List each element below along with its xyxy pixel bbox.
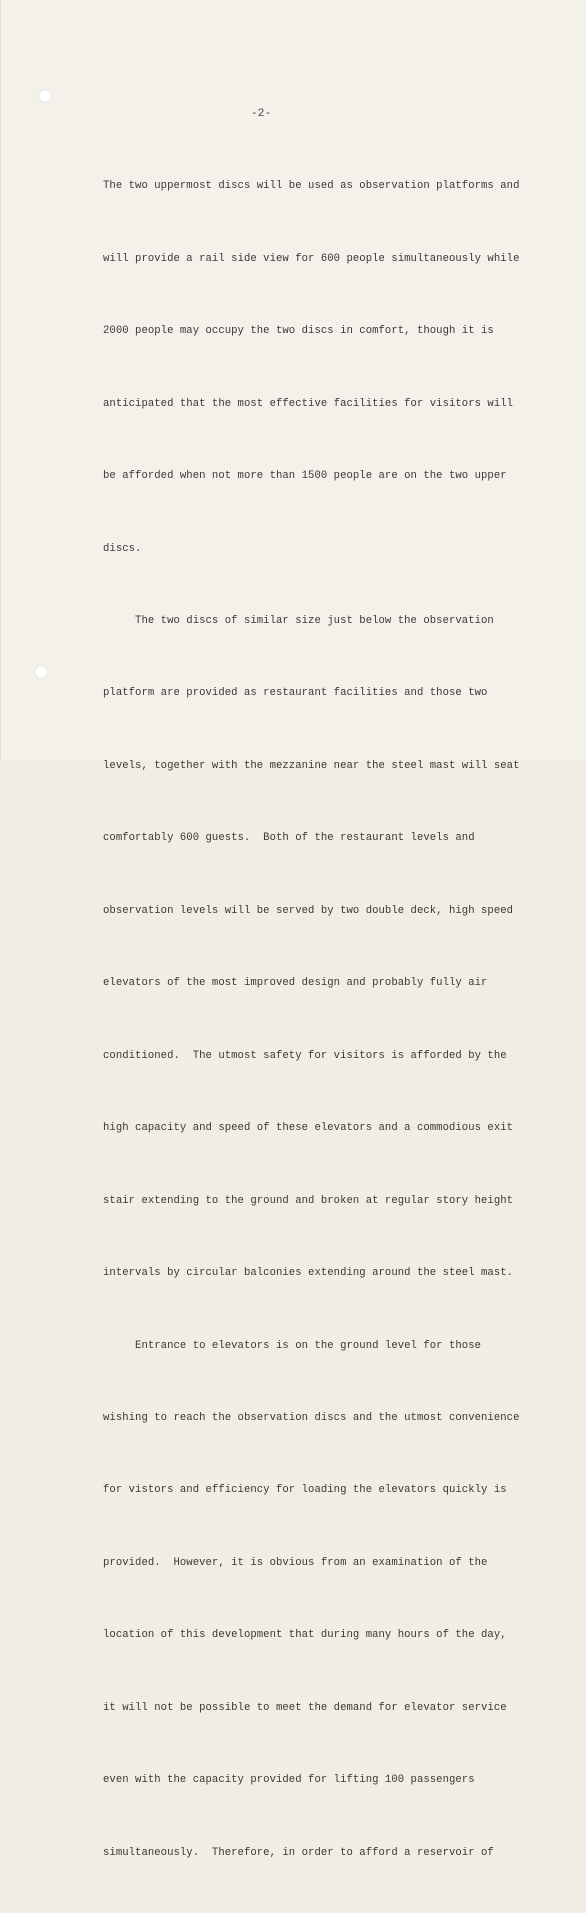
text-line: 2000 people may occupy the two discs in comfort, though it is [103,325,494,338]
text-line: simultaneously. Therefore, in order to afford a reservoir of [103,1846,494,1859]
text-line: location of this development that during many hours of the day, [103,1629,507,1642]
text-line: intervals by circular balconies extending around the steel mast. [103,1267,514,1280]
text-line: comfortably 600 guests. Both of the restaurant levels and [103,832,475,845]
text-line: The two discs of similar size just below the observation [103,615,494,628]
text-line: elevators of the most improved design and probably fully air [103,977,488,990]
text-line: The two uppermost discs will be used as observation platforms and [103,180,520,193]
text-line: anticipated that the most effective facilities for visitors will [103,397,514,410]
text-line: wishing to reach the observation discs and the utmost convenience [103,1412,520,1425]
text-line: be afforded when not more than 1500 people are on the two upper [103,470,507,483]
text-line: levels, together with the mezzanine near the steel mast will seat [103,759,520,772]
text-line: for vistors and efficiency for loading the elevators quickly is [103,1484,507,1497]
text-line: conditioned. The utmost safety for visitors is afforded by the [103,1049,507,1062]
page-number: -2- [251,108,272,120]
text-line: even with the capacity provided for lifting 100 passengers [103,1774,475,1787]
text-line: stair extending to the ground and broken at regular story height [103,1194,514,1207]
text-line: high capacity and speed of these elevators and a commodious exit [103,1122,514,1135]
text-line: discs. [103,542,142,555]
text-line: Entrance to elevators is on the ground level for those [103,1339,482,1352]
punch-hole-top [38,89,52,103]
typed-body-text [103,126,573,1913]
text-line: it will not be possible to meet the demand for elevator service [103,1701,507,1714]
text-line: observation levels will be served by two double deck, high speed [103,904,514,917]
text-line: will provide a rail side view for 600 people simultaneously while [103,252,520,265]
text-line: provided. However, it is obvious from an examination of the [103,1556,488,1569]
text-line: platform are provided as restaurant facilities and those two [103,687,488,700]
punch-hole-bottom [34,665,48,679]
